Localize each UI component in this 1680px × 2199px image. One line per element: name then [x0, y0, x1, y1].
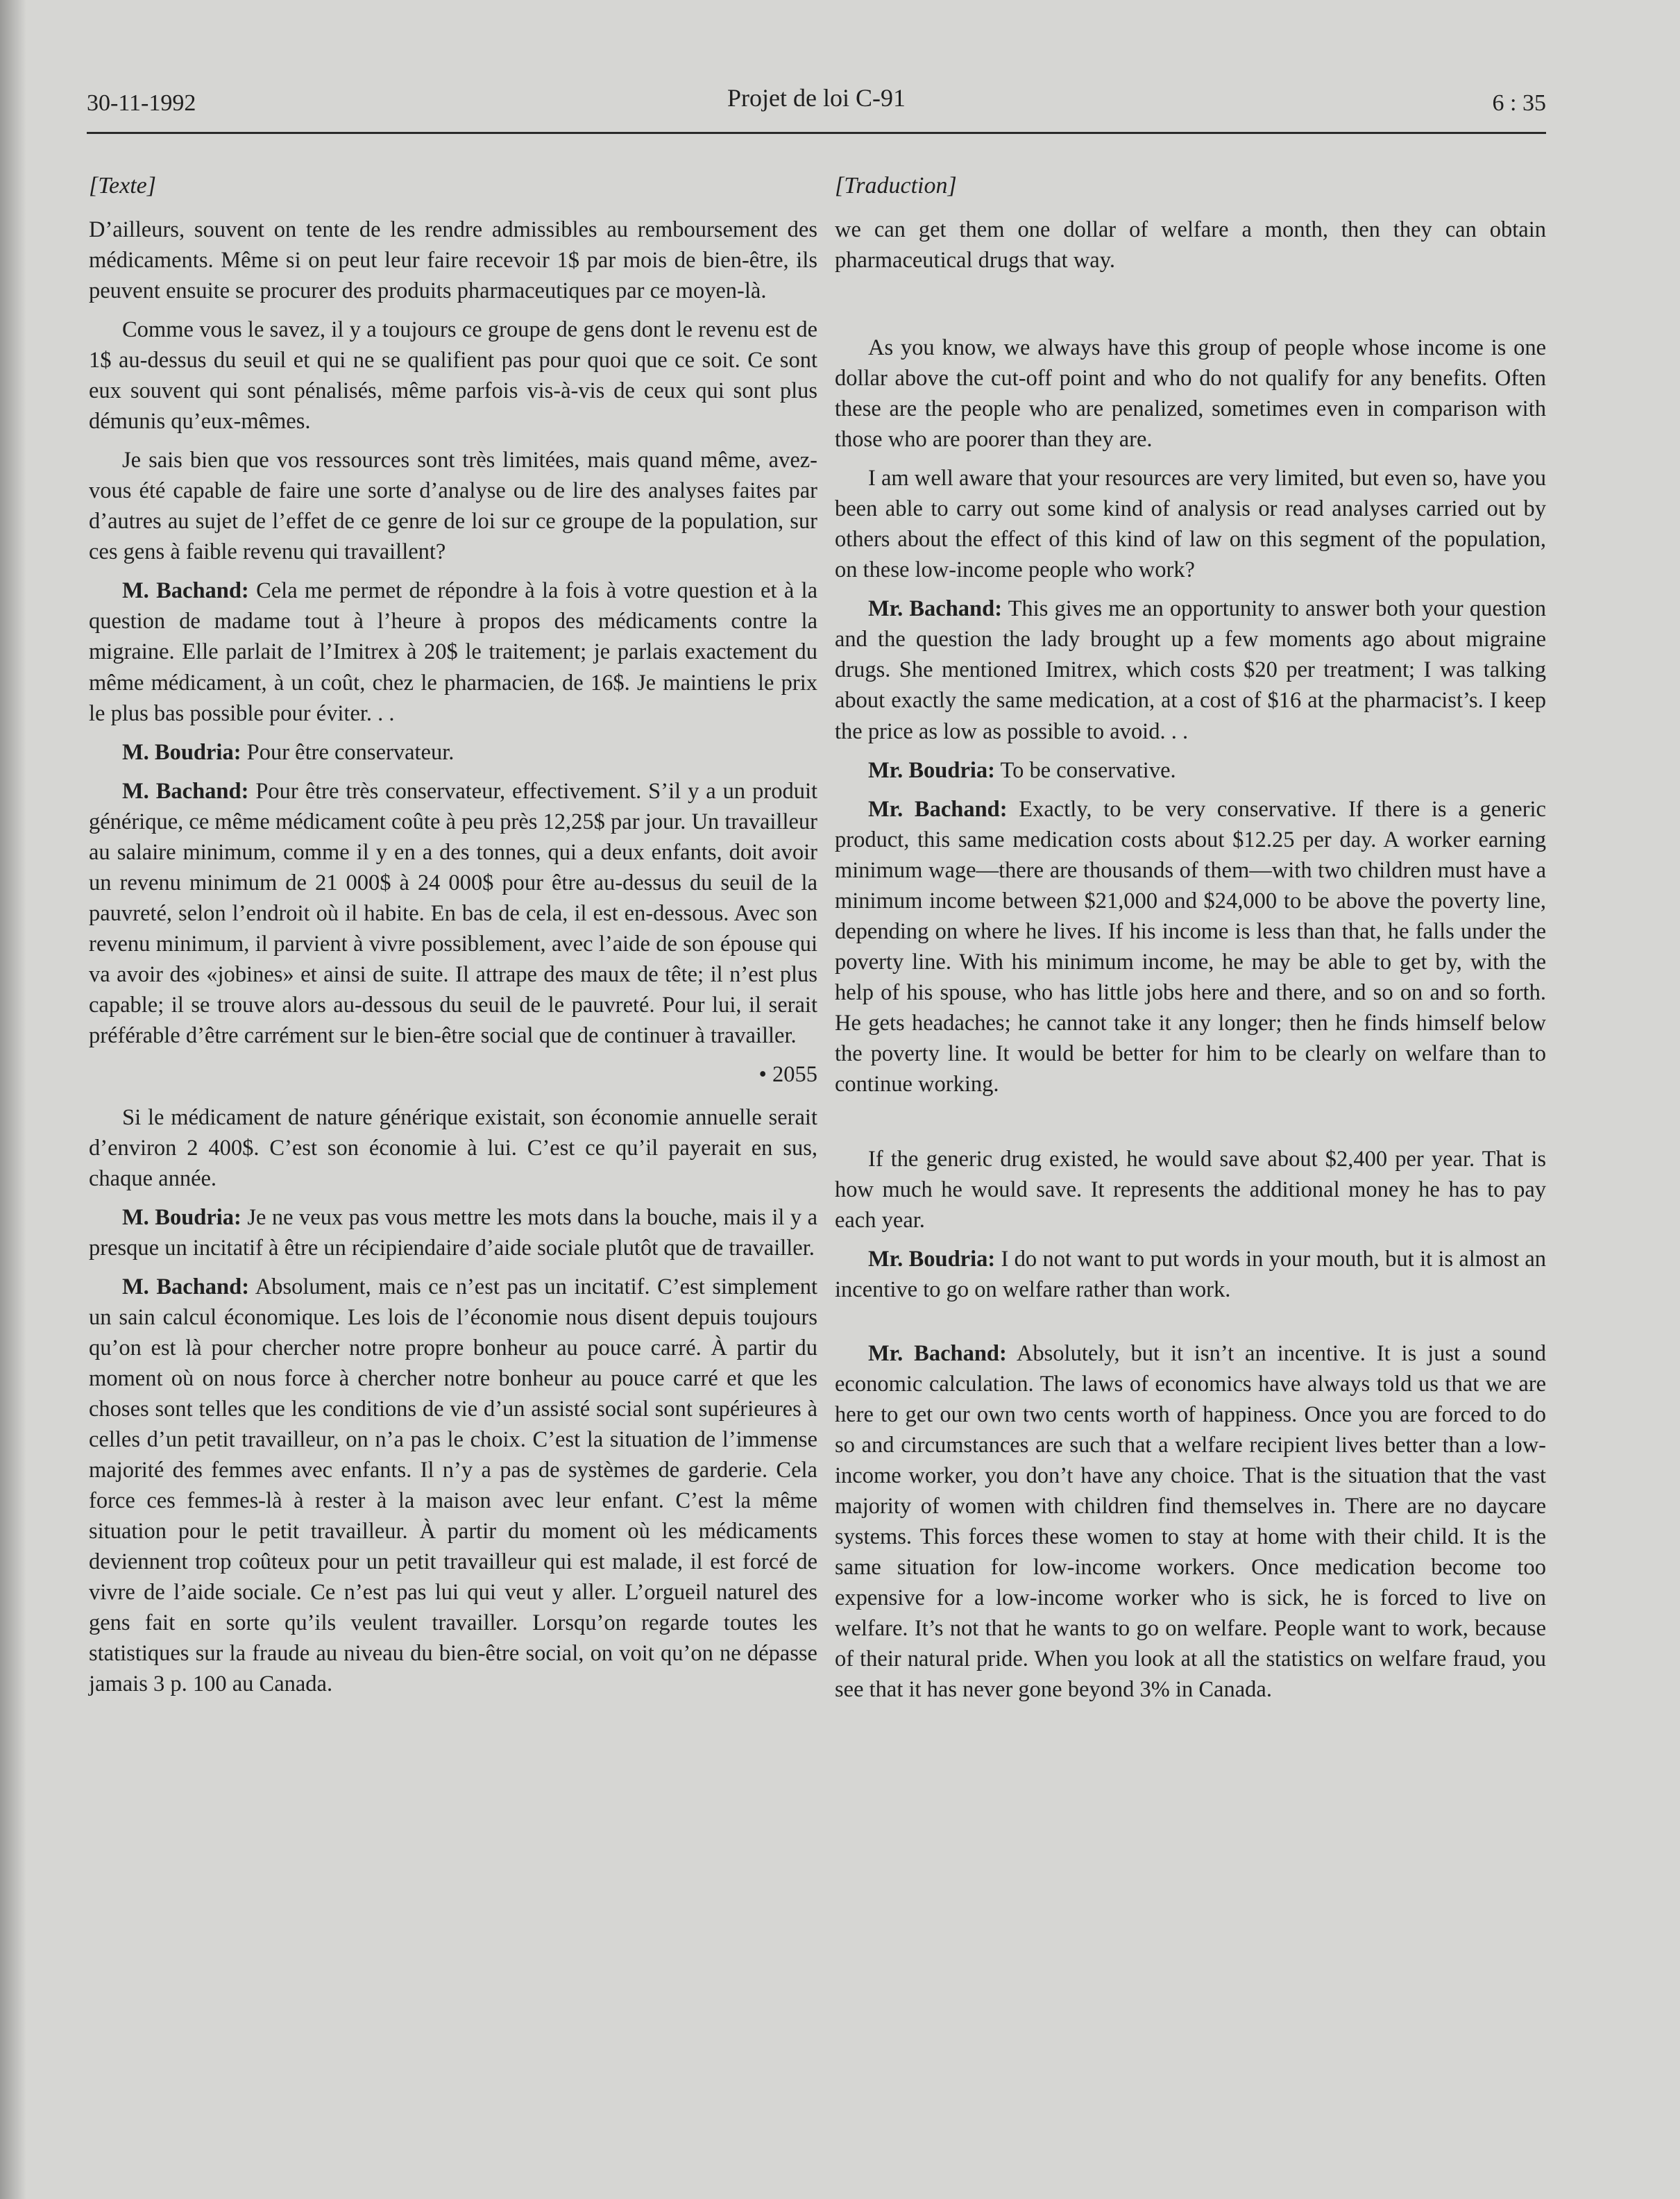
french-paragraph-8: [89, 1202, 817, 1263]
header-date: 30-11-1992: [87, 90, 196, 116]
paragraph-spacer: [835, 284, 1546, 332]
speech-text: Absolument, mais ce n’est pas un incitatif. C’est simplement un sain calcul économique. Les lois de l’économie nous disent depuis toujours qu’on est là pour chercher notre propre bonheur au pouce carré. À partir du moment où on nous force à chercher notre bonheur au pouce carré et que les choses sont telles que les conditions de vie d’un assisté social sont supérieures à celles d’un petit travailleur, on n’a pas le choix. C’est la situation de l’immense majorité des femmes avec enfants. Il n’y a pas de systèmes de garderie. Cela force ces femmes-là à rester à la maison avec leur enfant. C’est la même situation pour le petit travailleur. À partir du moment où les médicaments deviennent trop coûteux pour un petit travailleur qui est malade, il est forcé de vivre de l’aide sociale. Ce n’est pas lui qui veut y aller. L’orgueil naturel des gens fait en sorte qu’ils veulent travailler. Lorsqu’on regarde toutes les statistiques sur la fraude au niveau du bien-être social, on voit qu’on ne dépasse jamais 3 p. 100 au Canada.: [89, 1274, 817, 1697]
speech-text: Exactly, to be very conservative. If there is a generic product, this same medication costs about $12.25 per day. A worker earning minimum wage—there are thousands of them—with two children must have a minimum income between $21,000 and $24,000 to be above the poverty line, depending on where he lives. If his income is less than that, he falls under the poverty line. With his minimum income, he may be able to get by, with the help of his spouse, who has little jobs here and there, and so on and so forth. He gets headaches; he cannot take it any longer; then he finds himself below the poverty line. It would be better for him to be clearly on welfare than to continue working.: [835, 796, 1546, 1097]
french-paragraph-2: Comme vous le savez, il y a toujours ce groupe de gens dont le revenu est de 1$ au-dessus du seuil et qui ne se qualifient pas pour quoi que ce soit. Ce sont eux souvent qui sont pénalisés, même parfois vis-à-vis de ceux qui sont plus démunis qu’eux-mêmes.: [89, 317, 817, 435]
speaker-name: Mr. Bachand:: [868, 1341, 1007, 1367]
english-paragraph-7: If the generic drug existed, he would save about $2,400 per year. That is how much he would save. It represents the additional money he has to pay each year.: [835, 1146, 1546, 1233]
speaker-name: M. Boudria:: [122, 1205, 241, 1230]
french-paragraph-1: D’ailleurs, souvent on tente de les rendre admissibles au remboursement des médicaments. Même si on peut leur faire recevoir 1$ par mois de bien-être, ils peuvent ensuite se procurer des produits pharmaceutiques par ce moyen-là.: [89, 217, 817, 304]
french-paragraph-5: [89, 737, 817, 768]
speaker-name: M. Bachand:: [122, 578, 249, 604]
french-paragraph-6: [89, 776, 817, 1051]
speaker-name: Mr. Boudria:: [868, 757, 995, 783]
page-header: [87, 83, 1546, 134]
header-page-number: 6 : 35: [1492, 90, 1546, 116]
paragraph-spacer: [835, 1313, 1546, 1338]
page-edge-shadow: [0, 0, 26, 2199]
english-paragraph-9: [835, 1338, 1546, 1705]
french-paragraph-9: [89, 1272, 817, 1699]
french-paragraph-4: [89, 575, 817, 728]
speech-text: Cela me permet de répondre à la fois à votre question et à la question de madame tout à l’heure à propos des médicaments contre la migraine. Elle parlait de l’Imitrex à 20$ le traitement; je parlais exactement du même médicament, à un coût, chez le pharmacien, de 16$. Je maintiens le prix le plus bas possible pour éviter. . .: [89, 578, 818, 726]
speech-text: This gives me an opportunity to answer both your question and the question the lady brought up a few moments ago about migraine drugs. She mentioned Imitrex, which costs $20 per treatment; I was talking about exactly the same medication, at a cost of $16 at the pharmacist’s. I keep the price as low as possible to avoid. . .: [835, 596, 1546, 744]
speaker-name: Mr. Bachand:: [868, 796, 1008, 822]
speaker-name: M. Boudria:: [122, 739, 241, 765]
speech-text: To be conservative.: [994, 757, 1176, 783]
speech-text: Absolutely, but it isn’t an incentive. It is just a sound economic calculation. The laws of economics have always told us that we are here to get our own two cents worth of happiness. Once you are forced to do so and circumstances are such that a welfare recipient lives better than a low-income worker, you don’t have any choice. That is the situation that the vast majority of women with children find themselves in. There are no daycare systems. This forces these women to stay at home with their child. It is the same situation for low-income workers. Once medication become too expensive for a low-income worker who is sick, he is forced to live on welfare. It’s not that he wants to go on welfare. People want to work, because of their natural pride. When you look at all the statistics on welfare fraud, you see that it has never gone beyond 3% in Canada.: [835, 1341, 1546, 1703]
french-paragraph-3: Je sais bien que vos ressources sont très limitées, mais quand même, avez-vous été capable de faire une sorte d’analyse ou de lire des analyses faites par d’autres au sujet de l’effet de ce genre de loi sur ce groupe de la population, sur ces gens à faible revenu qui travaillent?: [89, 448, 817, 565]
speaker-name: M. Bachand:: [122, 1274, 250, 1300]
english-paragraph-8: [835, 1244, 1546, 1305]
speech-text: Pour être très conservateur, effectivement. S’il y a un produit générique, ce même médicament coûte à peu près 12,25$ par jour. Un travailleur au salaire minimum, comme il y en a des tonnes, qui a deux enfants, doit avoir un revenu minimum de 21 000$ à 24 000$ pour être au-dessus du seuil de la pauvreté, selon l’endroit où il habite. En bas de cela, il est en-dessous. Avec son revenu minimum, il parvient à vivre possiblement, avec l’aide de son épouse qui va avoir des «jobines» et ainsi de suite. Il attrape des maux de tête; il n’est plus capable; il se trouve alors au-dessous du seuil de le pauvreté. Pour lui, il serait préférable d’être carrément sur le bien-être social que de continuer à travailler.: [89, 778, 817, 1048]
french-paragraph-7: Si le médicament de nature générique existait, son économie annuelle serait d’environ 2 400$. C’est son économie à lui. C’est ce qu’il payerait en sus, chaque année.: [89, 1104, 817, 1191]
english-paragraph-6: [835, 794, 1546, 1100]
french-column: [89, 170, 817, 1708]
paragraph-spacer: [835, 1108, 1546, 1144]
speech-text: Je ne veux pas vous mettre les mots dans la bouche, mais il y a presque un incitatif à être un récipiendaire d’aide sociale plutôt que de travailler.: [89, 1205, 817, 1261]
french-section-label: [Texte]: [89, 173, 156, 199]
time-marker: • 2055: [758, 1061, 817, 1087]
english-paragraph-2: As you know, we always have this group of people whose income is one dollar above the cut-off point and who do not qualify for any benefits. Often these are the people who are penalized, sometimes even in comparison with those who are poorer than they are.: [835, 335, 1546, 453]
english-paragraph-5: [835, 755, 1546, 786]
english-column: [835, 170, 1546, 1713]
english-section-label: [Traduction]: [835, 173, 957, 199]
speech-text: I do not want to put words in your mouth, but it is almost an incentive to go on welfare rather than work.: [835, 1246, 1546, 1302]
speaker-name: Mr. Boudria:: [868, 1246, 996, 1272]
english-paragraph-4: [835, 593, 1546, 746]
english-paragraph-3: I am well aware that your resources are very limited, but even so, have you been able to carry out some kind of analysis or read analyses carried out by others about the effect of this kind of law on this segment of the population, on these low-income people who work?: [835, 466, 1546, 583]
english-paragraph-1: we can get them one dollar of welfare a month, then they can obtain pharmaceutical drugs that way.: [835, 217, 1546, 273]
header-title: Projet de loi C-91: [727, 84, 906, 112]
speaker-name: M. Bachand:: [122, 778, 249, 804]
speaker-name: Mr. Bachand:: [868, 596, 1003, 622]
speech-text: Pour être conservateur.: [241, 739, 455, 765]
